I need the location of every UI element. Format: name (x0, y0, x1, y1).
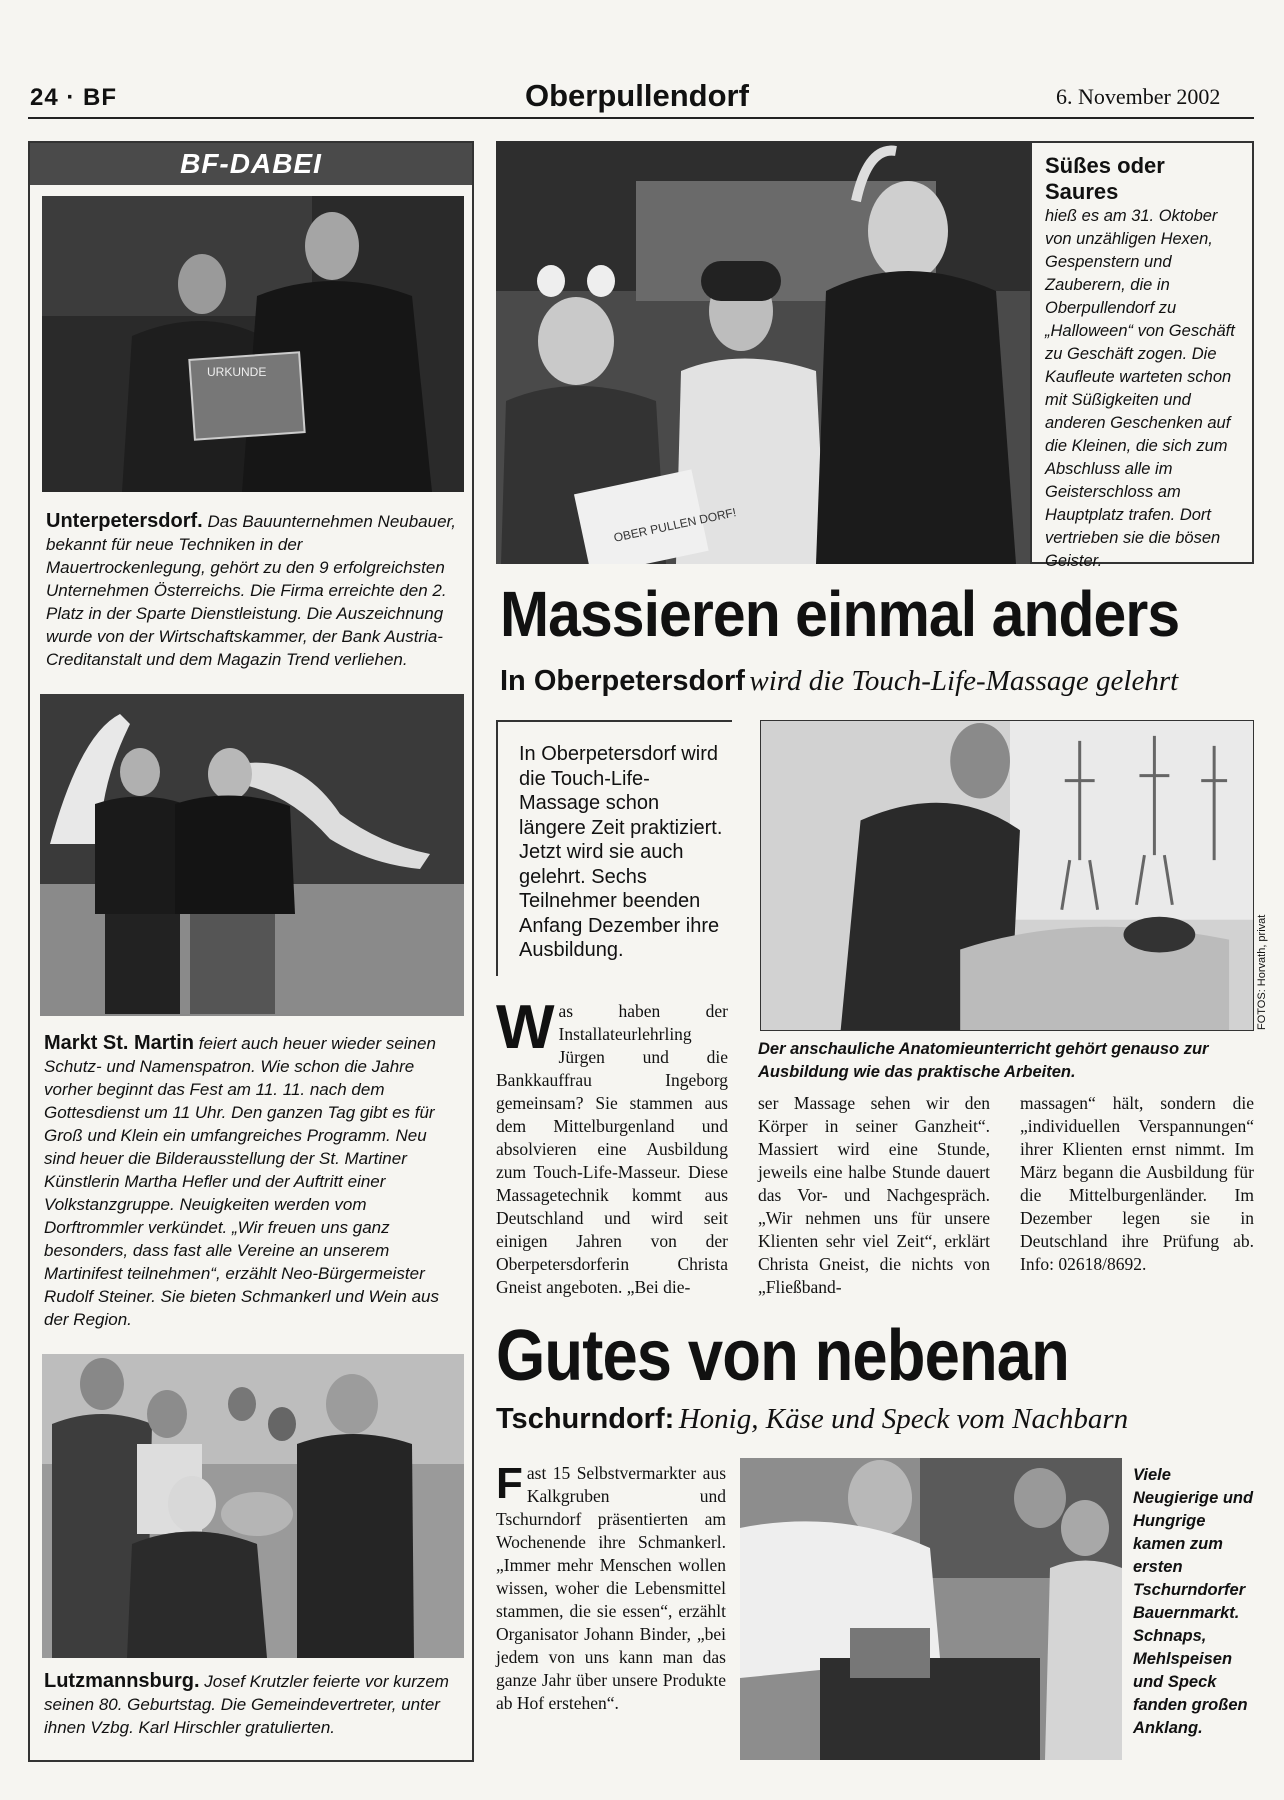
massage-sub-text: wird die Touch-Life-Massage gelehrt (749, 665, 1179, 697)
market-subheadline (496, 1403, 1128, 1436)
item2-place: Markt St. Martin (44, 1032, 195, 1054)
item3-text: Josef Krutzler feierte vor kurzem seinen 80. Geburtstag. Die Gemeindevertreter, unter ihnen Vzbg. Karl Hirschler gratulierten. (44, 1672, 449, 1737)
award-photo (42, 196, 464, 492)
massage-col1 (496, 993, 728, 1299)
header-rule (28, 117, 1254, 119)
market-dropcap: F (496, 1459, 523, 1508)
photo-credit: FOTOS: Horvath, privat (1256, 914, 1268, 1030)
item3-caption (44, 1670, 462, 1739)
market-headline: Gutes von nebenan (496, 1316, 1069, 1396)
martin-photo (40, 694, 464, 1016)
issue-date: 6. November 2002 (1056, 84, 1221, 109)
svg-text:OBER PULLEN DORF!: OBER PULLEN DORF! (612, 505, 738, 545)
massage-col1-text: as haben der Installateurlehrling Jürgen und die Bankkauffrau Ingeborg gemeinsam? Sie stammen aus dem Mittelburgenland und absolvieren eine Ausbildung zum Touch-Life-Masseur. Diese Massagetechnik kommt aus Deutschland und wird seit einigen Jahren von der Oberpetersdorferin Christa Gneist angeboten. „Bei die- (496, 1001, 728, 1297)
massage-headline: Massieren einmal anders (500, 578, 1180, 650)
item2-text: feiert auch heuer wieder seinen Schutz- und Namenspatron. Wie schon die Jahre vorher beginnt das Fest am 11. 11. nach dem Gottesdienst um 11 Uhr. Den ganzen Tag gibt es für Groß und Klein ein umfangreiches Programm. Neu sind heuer die Bilderausstellung der St. Martiner Künstlerin Martha Hefler und der Auftritt einer Volkstanzgruppe. Neuigkeiten werden vom Dorftrommler verkündet. „Wir freuen uns ganz besonders, dass fast alle Vereine an unserem Martinifest teilnehmen“, erzählt Neo-Bürgermeister Rudolf Steiner. Sie bieten Schmankerl und Wein aus der Region. (44, 1034, 440, 1329)
market-sub-text: Honig, Käse und Speck vom Nachbarn (678, 1403, 1129, 1435)
item1-text: Das Bauunternehmen Neubauer, bekannt für neue Techniken in der Mauertrockenlegung, gehört zu den 9 erfolgreichsten Unternehmen Österreichs. Die Firma erreichte den 2. Platz in der Sparte Dienstleistung. Die Auszeichnung wurde von der Wirtschaftskammer, der Bank Austria-Creditanstalt und dem Magazin Trend verliehen. (46, 512, 456, 669)
sidebar-banner (30, 143, 472, 185)
halloween-text: hieß es am 31. Oktober von unzähligen Hexen, Gespenstern und Zauberern, die in Oberpullendorf zu „Halloween“ von Geschäft zu Geschäft zogen. Die Kaufleute warteten schon mit Süßigkeiten und anderen Geschenken auf die Kleinen, die sich zum Abschluss alle im Geisterschloss am Hauptplatz trafen. Dort vertrieben sie die bösen Geister. (1045, 207, 1235, 570)
massage-sub-place: In Oberpetersdorf (500, 665, 745, 697)
item1-caption (46, 510, 462, 671)
birthday-photo (42, 1354, 464, 1658)
halloween-title: Süßes oder Saures (1045, 153, 1165, 204)
halloween-photo (496, 141, 1030, 564)
anatomy-caption: Der anschauliche Anatomieunterricht gehört genauso zur Ausbildung wie das praktische Arbeiten. (758, 1040, 1209, 1081)
anatomy-photo (760, 720, 1254, 1031)
section-title: Oberpullendorf (525, 78, 749, 113)
massage-col3: massagen“ hält, sondern die „individuellen Verspannungen“ ihrer Klienten ernst nimmt. Im März begann die Ausbildung für die Mittelburgenländer. Im Dezember legen sie in Deutschland ihre Prüfung ab. Info: 02618/8692. (1020, 1093, 1254, 1274)
massage-col2: ser Massage sehen wir den Körper in seiner Ganzheit“. Massiert wird eine Stunde, jeweils eine halbe Stunde dauert das Vor- und Nachgespräch. „Wir nehmen uns für unsere Klienten sehr viel Zeit“, erklärt Christa Gneist, die nichts von „Fließband- (758, 1093, 990, 1297)
item1-place: Unterpetersdorf. (46, 510, 203, 532)
market-sub-place: Tschurndorf: (496, 1403, 675, 1435)
sidebar-banner-title: BF-DABEI (180, 148, 322, 179)
massage-teaser: In Oberpetersdorf wird die Touch-Life-Massage schon längere Zeit praktiziert. Jetzt wird sie auch gelehrt. Sechs Teilnehmer beenden Anfang Dezember ihre Ausbildung. (519, 743, 723, 961)
market-caption: Viele Neugierige und Hungrige kamen zum ersten Tschurndorfer Bauernmarkt. Schnaps, Mehlspeisen und Speck fanden großen Anklang. (1133, 1466, 1254, 1737)
item3-place: Lutzmannsburg. (44, 1670, 200, 1692)
market-body-text: ast 15 Selbstvermarkter aus Kalkgruben und Tschurndorf präsentierten am Wochenende ihre Schmankerl. „Immer mehr Menschen wollen wissen, woher die Lebensmittel stammen, die sie essen“, erzählt Organisator Johann Binder, „bei jedem von uns kann man das ganze Jahr über unsere Produkte ab Hof erstehen“. (496, 1463, 726, 1713)
market-body (496, 1459, 726, 1715)
halloween-textbox (1030, 141, 1254, 570)
teaser-rule (496, 720, 732, 722)
massage-subheadline (500, 665, 1178, 698)
market-photo (740, 1458, 1122, 1760)
item2-caption (44, 1032, 462, 1331)
svg-text:URKUNDE: URKUNDE (207, 365, 267, 379)
teaser-rule-vertical (496, 720, 498, 976)
massage-dropcap: W (496, 993, 555, 1062)
page-number: 24 · BF (30, 84, 118, 111)
